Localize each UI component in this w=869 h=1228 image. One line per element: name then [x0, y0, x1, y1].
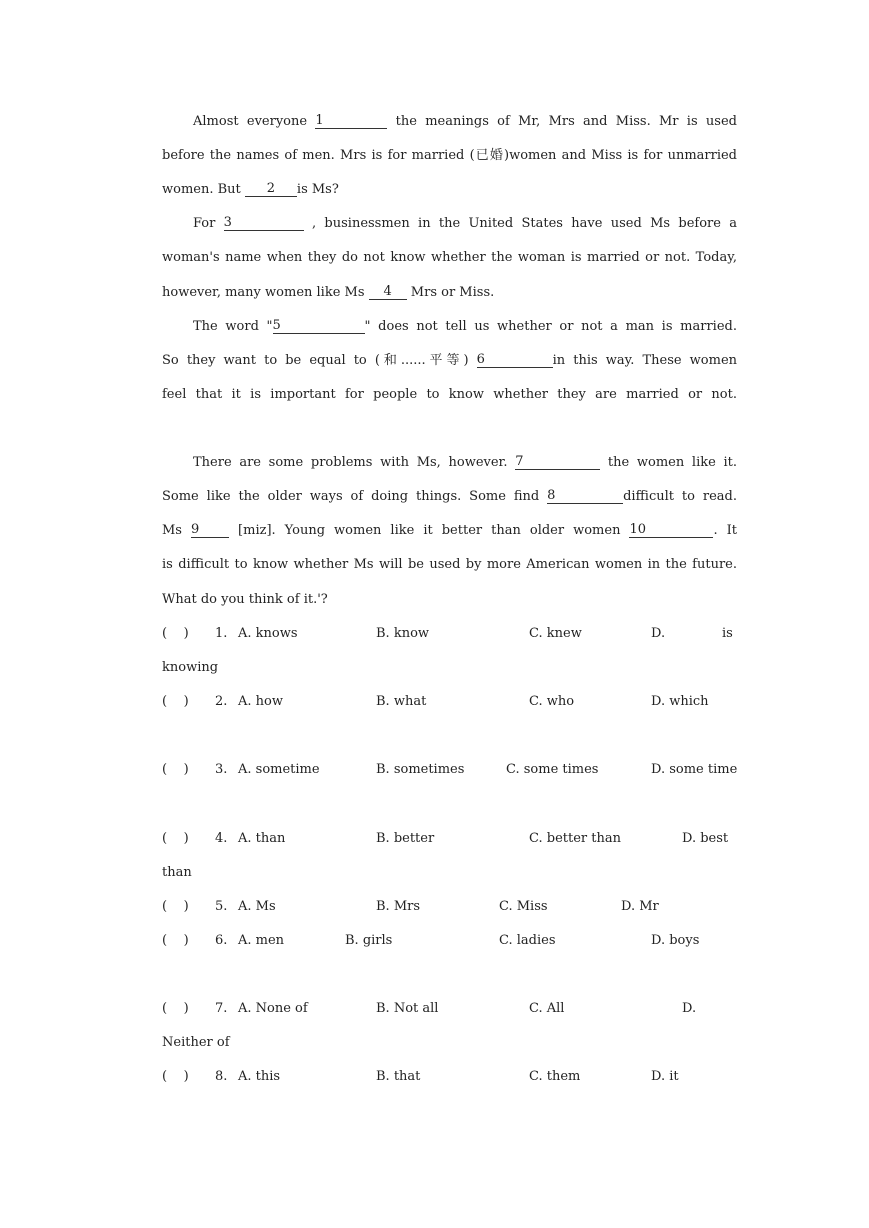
passage-text: however, many women like Ms	[162, 285, 365, 300]
option-a[interactable]: A. men	[238, 933, 285, 948]
question-1	[162, 617, 737, 651]
question-3	[162, 753, 737, 787]
passage-line: woman's name when they do not know whether the woman is married or not. Today,	[162, 250, 737, 265]
blank-2: 2	[245, 182, 297, 197]
question-number: 2.	[215, 694, 228, 709]
option-c[interactable]: C. them	[529, 1069, 581, 1084]
answer-paren[interactable]: ( )	[162, 626, 189, 641]
answer-paren[interactable]: ( )	[162, 933, 189, 948]
passage-text: Mrs or Miss.	[410, 285, 495, 300]
passage-text: , businessmen in the United States have used Ms before a	[311, 216, 737, 231]
passage-line: before the names of men. Mrs is for married (已婚)women and Miss is for unmarried	[162, 148, 737, 163]
passage-text: Almost everyone	[193, 114, 308, 129]
option-b[interactable]: B. that	[376, 1069, 421, 1084]
option-b[interactable]: B. sometimes	[376, 762, 465, 777]
option-d[interactable]: D.	[651, 626, 666, 641]
question-4-wrap	[162, 856, 737, 890]
question-1-wrap	[162, 651, 737, 685]
blank-4: 4	[369, 285, 407, 300]
passage-line	[162, 310, 737, 344]
question-7	[162, 992, 737, 1026]
answer-paren[interactable]: ( )	[162, 831, 189, 846]
passage-text: difficult to read.	[623, 489, 737, 504]
option-c[interactable]: C. ladies	[499, 933, 556, 948]
passage-line	[162, 207, 737, 241]
passage-text: is Ms?	[296, 182, 339, 197]
blank-3: 3	[224, 216, 304, 231]
option-a[interactable]: A. this	[238, 1069, 281, 1084]
passage-text: [miz]. Young women like it better than older women	[238, 523, 621, 538]
blank-7: 7	[515, 455, 600, 470]
passage-line	[162, 446, 737, 480]
option-a[interactable]: A. sometime	[238, 762, 320, 777]
passage-text: The word "	[193, 319, 273, 334]
option-d[interactable]: D.	[682, 1001, 697, 1016]
answer-paren[interactable]: ( )	[162, 1069, 189, 1084]
option-a[interactable]: A. None of	[238, 1001, 308, 1016]
question-number: 8.	[215, 1069, 228, 1084]
option-c[interactable]: C. knew	[529, 626, 582, 641]
option-d[interactable]: D. it	[651, 1069, 679, 1084]
option-b[interactable]: B. Not all	[376, 1001, 439, 1016]
question-number: 7.	[215, 1001, 228, 1016]
answer-paren[interactable]: ( )	[162, 899, 189, 914]
option-a[interactable]: A. than	[238, 831, 286, 846]
passage-line	[162, 173, 737, 207]
question-8	[162, 1060, 737, 1094]
option-d[interactable]: D. Mr	[621, 899, 659, 914]
passage-text: the meanings of Mr, Mrs and Miss. Mr is used	[395, 114, 737, 129]
blank-10: 10	[629, 523, 713, 538]
option-d-continuation: knowing	[162, 660, 219, 675]
option-d[interactable]: D. boys	[651, 933, 700, 948]
option-a[interactable]: A. knows	[238, 626, 298, 641]
passage-line	[162, 105, 737, 139]
answer-paren[interactable]: ( )	[162, 1001, 189, 1016]
blank-9: 9	[191, 523, 229, 538]
option-b[interactable]: B. know	[376, 626, 430, 641]
blank-6: 6	[477, 353, 553, 368]
option-c[interactable]: C. some times	[506, 762, 599, 777]
passage-text: There are some problems with Ms, however.	[193, 455, 508, 470]
passage-line: What do you think of it.'?	[162, 592, 328, 607]
passage-text: Ms	[162, 523, 182, 538]
blank-8: 8	[547, 489, 623, 504]
question-2	[162, 685, 737, 719]
option-d[interactable]: D. best	[682, 831, 729, 846]
passage-line	[162, 344, 737, 378]
option-d[interactable]: D. which	[651, 694, 709, 709]
passage-text: For	[193, 216, 216, 231]
option-c[interactable]: C. who	[529, 694, 575, 709]
passage-text: " does not tell us whether or not a man is married.	[364, 319, 737, 334]
blank-5: 5	[273, 319, 365, 334]
question-7-wrap	[162, 1026, 737, 1060]
question-number: 6.	[215, 933, 228, 948]
question-number: 4.	[215, 831, 228, 846]
option-d[interactable]: D. some time	[651, 762, 738, 777]
passage-text: So they want to be equal to (和......平等)	[162, 353, 469, 368]
question-4	[162, 822, 737, 856]
answer-paren[interactable]: ( )	[162, 762, 189, 777]
option-b[interactable]: B. Mrs	[376, 899, 421, 914]
blank-1: 1	[315, 114, 387, 129]
answer-paren[interactable]: ( )	[162, 694, 189, 709]
passage-text: . It	[713, 523, 737, 538]
passage-text: in this way. These women	[552, 353, 738, 368]
option-c[interactable]: C. All	[529, 1001, 565, 1016]
option-d-text: is	[722, 626, 733, 641]
option-c[interactable]: C. better than	[529, 831, 621, 846]
option-b[interactable]: B. girls	[345, 933, 393, 948]
passage-line	[162, 480, 737, 514]
passage-text: Some like the older ways of doing things. Some find	[162, 489, 540, 504]
option-b[interactable]: B. better	[376, 831, 435, 846]
option-a[interactable]: A. how	[238, 694, 283, 709]
passage-line: is difficult to know whether Ms will be used by more American women in the future.	[162, 557, 737, 572]
question-number: 5.	[215, 899, 228, 914]
option-d-continuation: Neither of	[162, 1035, 230, 1050]
option-c[interactable]: C. Miss	[499, 899, 548, 914]
question-5	[162, 890, 737, 924]
option-a[interactable]: A. Ms	[238, 899, 276, 914]
option-b[interactable]: B. what	[376, 694, 427, 709]
passage-line	[162, 514, 737, 548]
passage-text: women. But	[162, 182, 245, 197]
question-number: 1.	[215, 626, 228, 641]
option-d-continuation: than	[162, 865, 192, 880]
passage-line	[162, 276, 737, 310]
passage-line: feel that it is important for people to know whether they are married or not.	[162, 387, 737, 402]
question-6	[162, 924, 737, 958]
question-number: 3.	[215, 762, 228, 777]
passage-text: the women like it.	[607, 455, 738, 470]
